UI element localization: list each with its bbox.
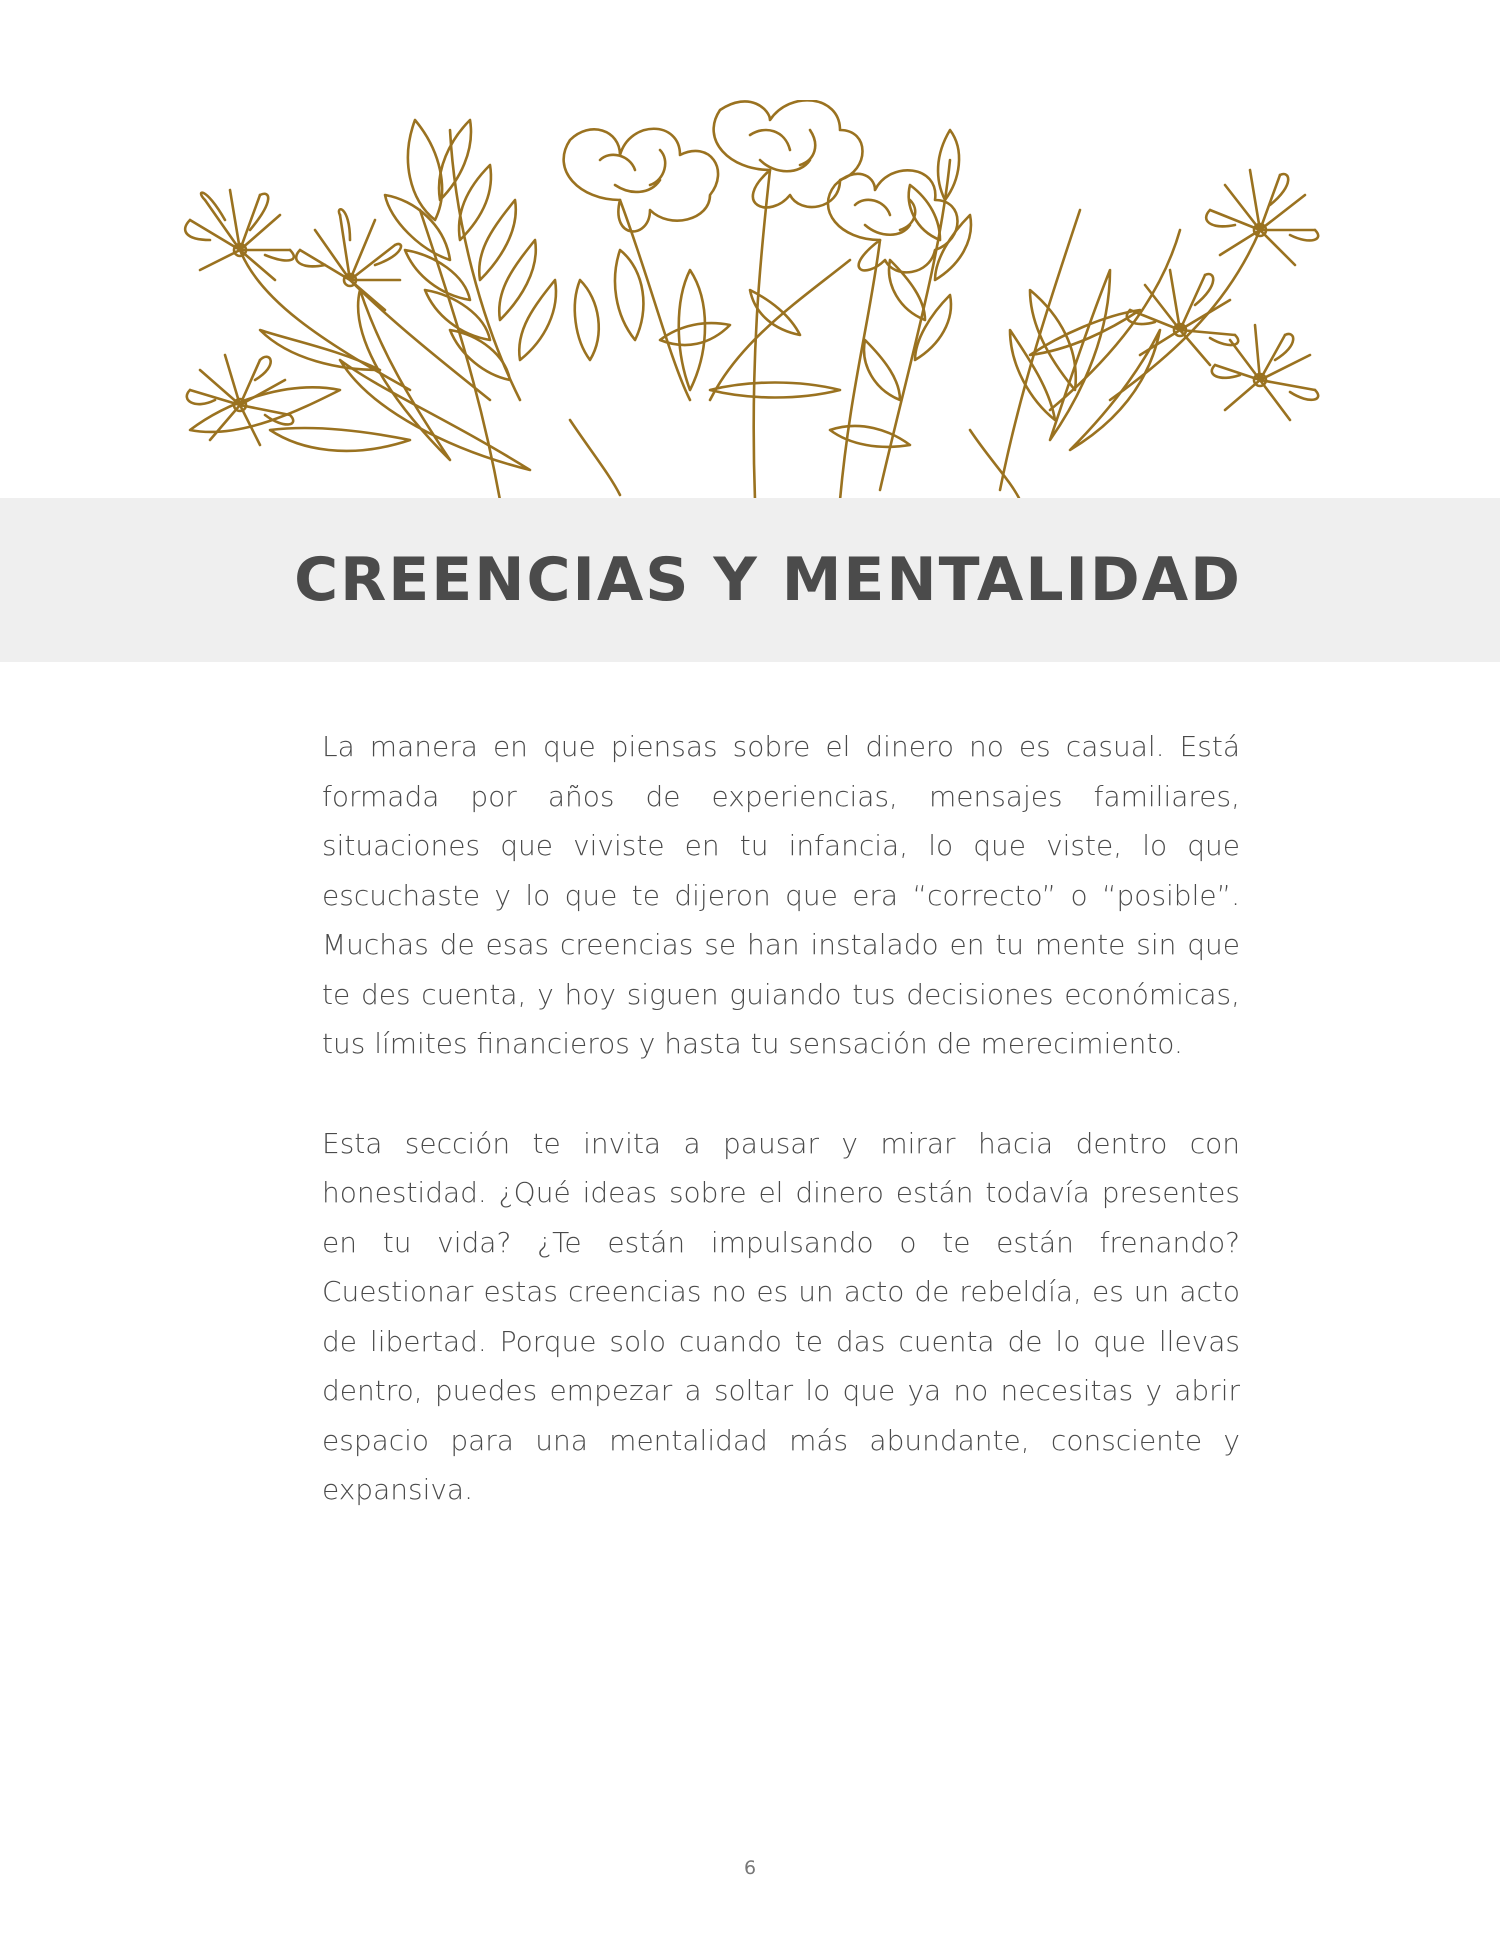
page-number: 6 [743,1857,757,1879]
leaves-right [575,130,1160,450]
spiky-flowers-left [185,190,401,445]
body-content [322,722,1240,1565]
page-title: CREENCIAS Y MENTALIDAD [294,545,1242,615]
paragraph-1: La manera en que piensas sobre el dinero no es casual. Está formada por años de experiencias, mensajes familiares, situaciones que viviste en tu infancia, lo que viste, lo que escuchaste y lo que te dijeron que era “correcto” o “posible”. Muchas de esas creencias se han instalado en tu mente sin que te des cuenta, y hoy siguen guiando tus decisiones económicas, tus límites financieros y hasta tu sensación de merecimiento. [322,730,1240,1060]
floral-illustration [150,100,1350,500]
paragraph-2: Esta sección te invita a pausar y mirar hacia dentro con honestidad. ¿Qué ideas sobre el dinero están todavía presentes en tu vida? ¿Te están impulsando o te están frenando? Cuestionar estas creencias no es un acto de rebeldía, es un acto de libertad. Porque solo cuando te das cuenta de lo que llevas dentro, puedes empezar a soltar lo que ya no necesitas y abrir espacio para una mentalidad más abundante, consciente y expansiva. [322,1126,1240,1506]
peony-flowers [564,100,958,272]
title-band [0,498,1500,662]
